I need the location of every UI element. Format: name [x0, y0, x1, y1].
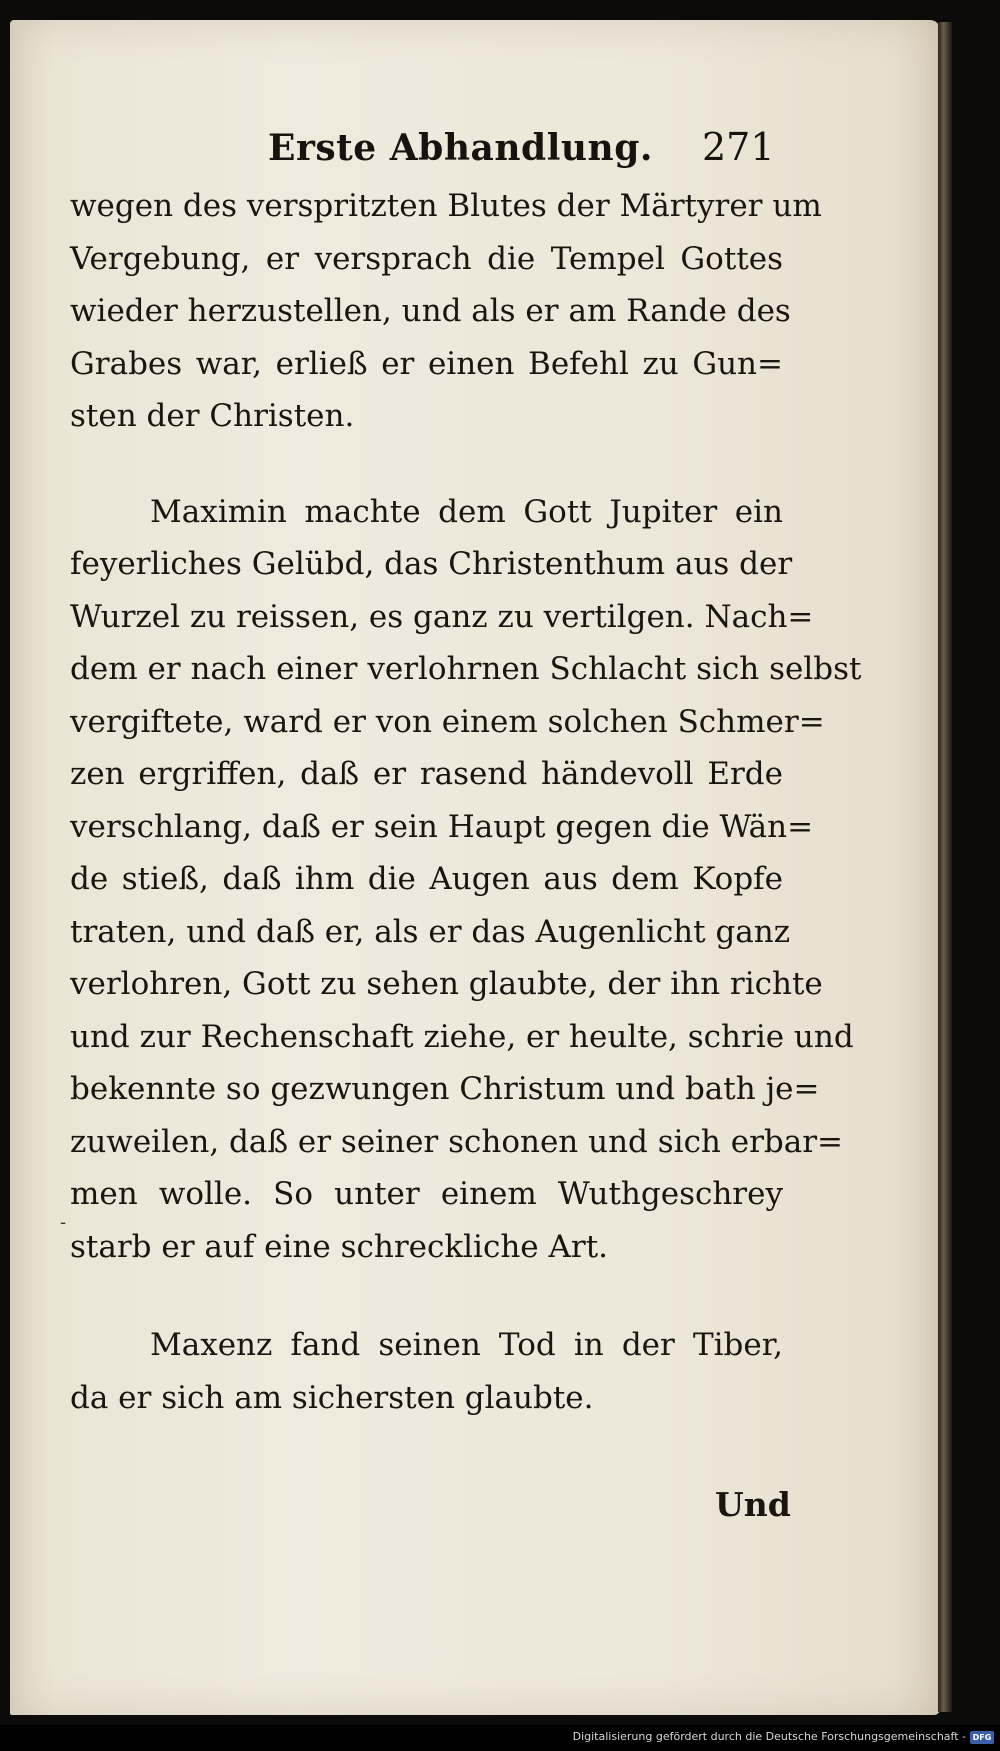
text-line: verlohren, Gott zu sehen glaubte, der ihn richte	[70, 966, 823, 1002]
text-line: Maximin machte dem Gott Jupiter ein	[150, 493, 783, 530]
book-page	[10, 20, 940, 1715]
paragraph-3	[70, 1319, 783, 1424]
text-line: Wurzel zu reissen, es ganz zu vertilgen. Nach=	[70, 598, 814, 635]
text-line: Vergebung, er versprach die Tempel Gottes	[70, 240, 783, 277]
text-line: wegen des verspritzten Blutes der Märtyrer um	[70, 188, 822, 224]
page-header	[10, 115, 940, 175]
text-line: starb er auf eine schreckliche Art.	[70, 1228, 609, 1265]
text-line: vergiftete, ward er von einem solchen Schmer=	[70, 703, 825, 740]
catchword: Und	[715, 1485, 791, 1524]
text-line: zuweilen, daß er seiner schonen und sich erbar=	[70, 1123, 844, 1160]
text-line: men wolle. So unter einem Wuthgeschrey	[70, 1176, 783, 1212]
dfg-logo: DFG	[970, 1731, 994, 1744]
text-line: sten der Christen.	[70, 398, 355, 434]
paragraph-1	[70, 180, 822, 443]
text-line: Maxenz fand seinen Tod in der Tiber,	[150, 1327, 783, 1363]
text-line: da er sich am sichersten glaubte.	[70, 1379, 594, 1416]
text-line: und zur Rechenschaft ziehe, er heulte, schrie und	[70, 1018, 854, 1055]
page-number: 271	[702, 125, 775, 169]
margin-mark: -	[60, 1212, 67, 1233]
body-text	[70, 180, 862, 1424]
text-line: Grabes war, erließ er einen Befehl zu Gun=	[70, 345, 783, 382]
text-line: bekennte so gezwungen Christum und bath je=	[70, 1071, 820, 1107]
paragraph-2	[70, 486, 862, 1274]
footer-credit: Digitalisierung gefördert durch die Deutsche Forschungsgemeinschaft -	[572, 1730, 966, 1743]
text-line: dem er nach einer verlohrnen Schlacht sich selbst	[70, 651, 862, 687]
text-line: zen ergriffen, daß er rasend händevoll Erde	[70, 756, 783, 792]
text-line: feyerliches Gelübd, das Christenthum aus der	[70, 546, 793, 582]
page-edge	[938, 22, 952, 1712]
text-line: traten, und daß er, als er das Augenlicht ganz	[70, 913, 791, 950]
text-line: verschlang, daß er sein Haupt gegen die Wän=	[70, 808, 814, 845]
footer-bar	[0, 1725, 1000, 1751]
running-title: Erste Abhandlung.	[268, 127, 653, 169]
text-line: wieder herzustellen, und als er am Rande des	[70, 293, 791, 329]
text-line: de stieß, daß ihm die Augen aus dem Kopfe	[70, 861, 783, 897]
